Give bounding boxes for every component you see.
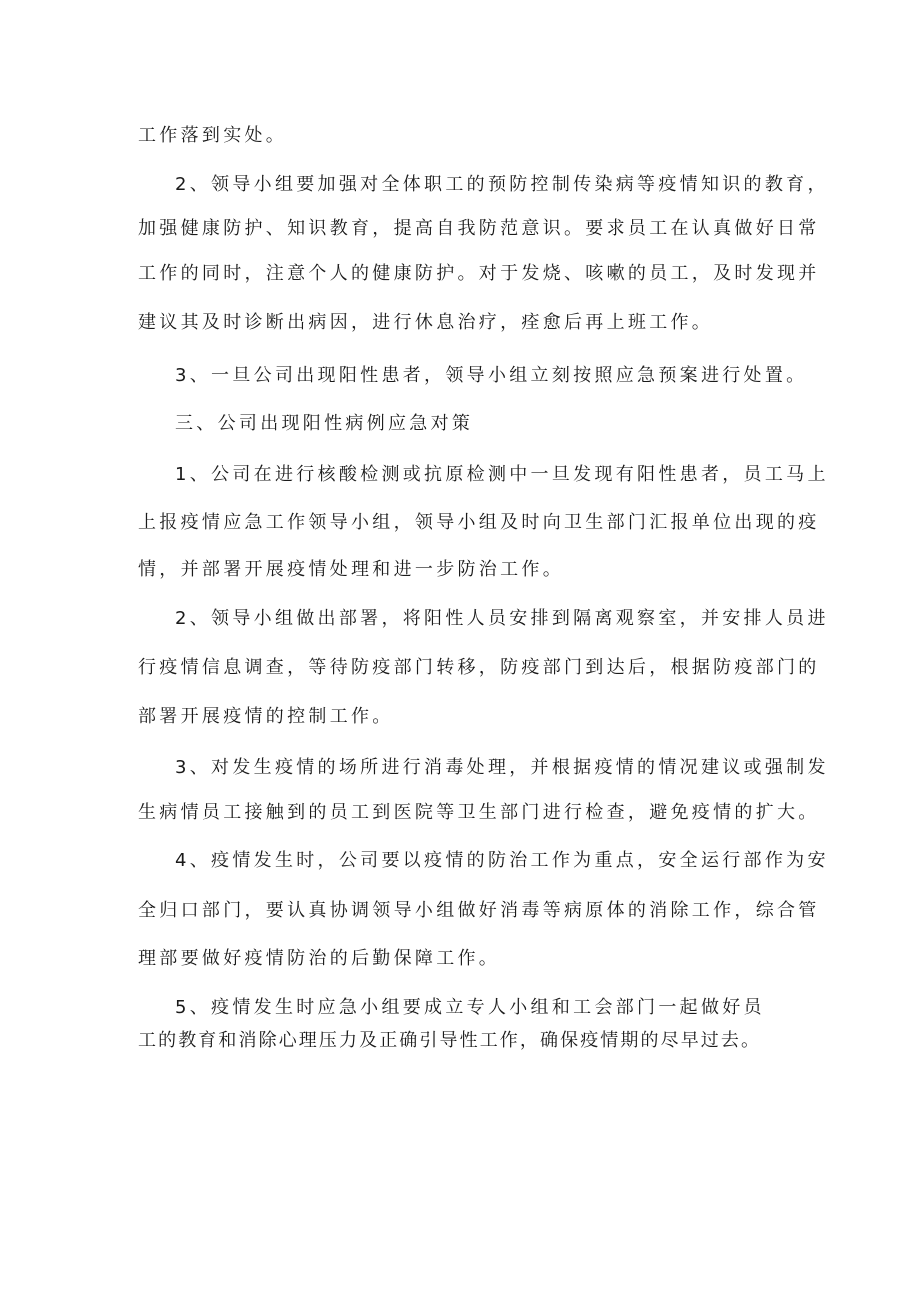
text-line: 加强健康防护、知识教育，提高自我防范意识。要求员工在认真做好日常 <box>138 218 820 239</box>
text-line: 建议其及时诊断出病因，进行休息治疗，痊愈后再上班工作。 <box>138 312 714 333</box>
text-line: 2、领导小组要加强对全体职工的预防控制传染病等疫情知识的教育， <box>175 174 829 195</box>
text-line: 工作的同时，注意个人的健康防护。对于发烧、咳嗽的员工，及时发现并 <box>138 263 820 284</box>
text-line: 工的教育和消除心理压力及正确引导性工作，确保疫情期的尽早过去。 <box>138 1030 762 1051</box>
text-line: 3、对发生疫情的场所进行消毒处理，并根据疫情的情况建议或强制发 <box>175 757 829 778</box>
text-line: 全归口部门，要认真协调领导小组做好消毒等病原体的消除工作，综合管 <box>138 900 820 921</box>
text-line: 4、疫情发生时，公司要以疫情的防治工作为重点，安全运行部作为安 <box>175 850 829 871</box>
section-heading: 三、公司出现阳性病例应急对策 <box>175 413 474 434</box>
text-line: 行疫情信息调查，等待防疫部门转移，防疫部门到达后，根据防疫部门的 <box>138 657 820 678</box>
text-line: 工作落到实处。 <box>138 125 288 146</box>
text-line: 3、一旦公司出现阳性患者，领导小组立刻按照应急预案进行处置。 <box>175 365 808 386</box>
text-line: 上报疫情应急工作领导小组，领导小组及时向卫生部门汇报单位出现的疫 <box>138 512 820 533</box>
text-line: 生病情员工接触到的员工到医院等卫生部门进行检查，避免疫情的扩大。 <box>138 802 820 823</box>
text-line: 情，并部署开展疫情处理和进一步防治工作。 <box>138 559 564 580</box>
text-line: 1、公司在进行核酸检测或抗原检测中一旦发现有阳性患者，员工马上 <box>175 464 829 485</box>
text-line: 2、领导小组做出部署，将阳性人员安排到隔离观察室，并安排人员进 <box>175 608 829 629</box>
text-line: 部署开展疫情的控制工作。 <box>138 706 394 727</box>
text-line: 5、疫情发生时应急小组要成立专人小组和工会部门一起做好员 <box>175 997 765 1018</box>
text-line: 理部要做好疫情防治的后勤保障工作。 <box>138 948 501 969</box>
